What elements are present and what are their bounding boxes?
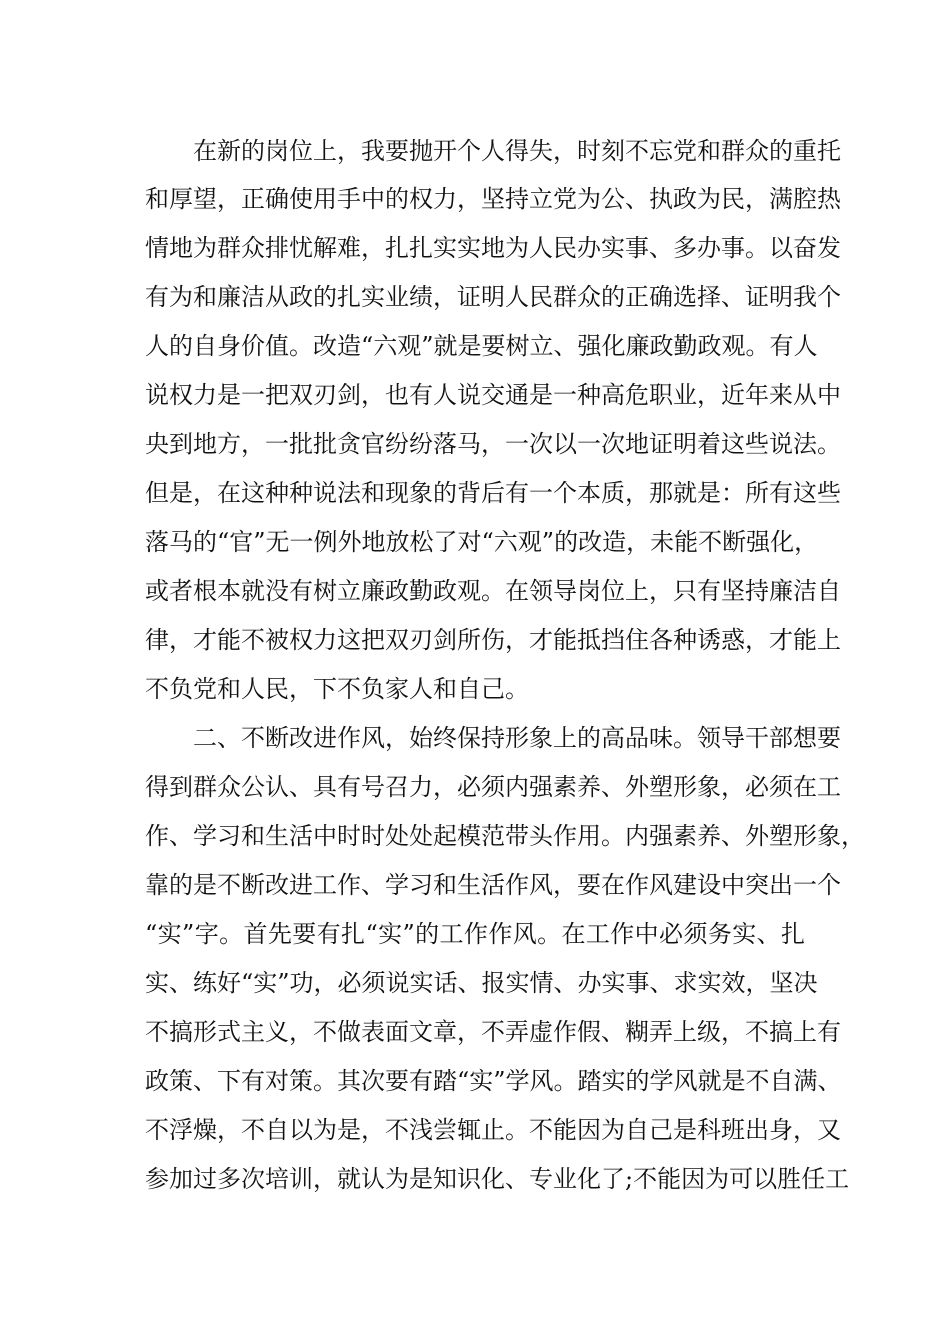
- text-line: 参加过多次培训，就认为是知识化、专业化了;不能因为可以胜任工: [145, 1165, 850, 1193]
- text-line: 说权力是一把双刃剑，也有人说交通是一种高危职业，近年来从中: [145, 381, 841, 409]
- text-line: 央到地方，一批批贪官纷纷落马，一次以一次地证明着这些说法。: [145, 430, 841, 458]
- text-line: 但是，在这种种说法和现象的背后有一个本质，那就是：所有这些: [145, 479, 841, 507]
- text-line: 不搞形式主义，不做表面文章，不弄虚作假、糊弄上级，不搞上有: [145, 1018, 841, 1046]
- text-line: 实、练好“实”功，必须说实话、报实情、办实事、求实效，坚决: [145, 969, 818, 997]
- text-line: 不浮燥，不自以为是，不浅尝辄止。不能因为自己是科班出身，又: [145, 1116, 841, 1144]
- text-line: 作、学习和生活中时时处处起模范带头作用。内强素养、外塑形象，: [145, 822, 865, 850]
- text-line: 政策、下有对策。其次要有踏“实”学风。踏实的学风就是不自满、: [145, 1067, 842, 1095]
- text-line: 律，才能不被权力这把双刃剑所伤，才能抵挡住各种诱惑，才能上: [145, 626, 841, 654]
- text-line: 和厚望，正确使用手中的权力，坚持立党为公、执政为民，满腔热: [145, 185, 841, 213]
- text-line: 靠的是不断改进工作、学习和生活作风，要在作风建设中突出一个: [145, 871, 841, 899]
- text-line: 在新的岗位上，我要抛开个人得失，时刻不忘党和群众的重托: [193, 137, 841, 165]
- text-line: “实”字。首先要有扎“实”的工作作风。在工作中必须务实、扎: [145, 920, 805, 948]
- text-line: 有为和廉洁从政的扎实业绩，证明人民群众的正确选择、证明我个: [145, 283, 841, 311]
- text-line: 人的自身价值。改造“六观”就是要树立、强化廉政勤政观。有人: [145, 332, 818, 360]
- text-line: 不负党和人民，下不负家人和自己。: [145, 675, 529, 703]
- text-line: 情地为群众排忧解难，扎扎实实地为人民办实事、多办事。以奋发: [145, 234, 841, 262]
- section-heading-line: 二、不断改进作风，始终保持形象上的高品味。领导干部想要: [193, 724, 841, 752]
- text-line: 落马的“官”无一例外地放松了对“六观”的改造，未能不断强化，: [145, 528, 819, 556]
- text-line: 得到群众公认、具有号召力，必须内强素养、外塑形象，必须在工: [145, 773, 841, 801]
- text-line: 或者根本就没有树立廉政勤政观。在领导岗位上，只有坚持廉洁自: [145, 577, 841, 605]
